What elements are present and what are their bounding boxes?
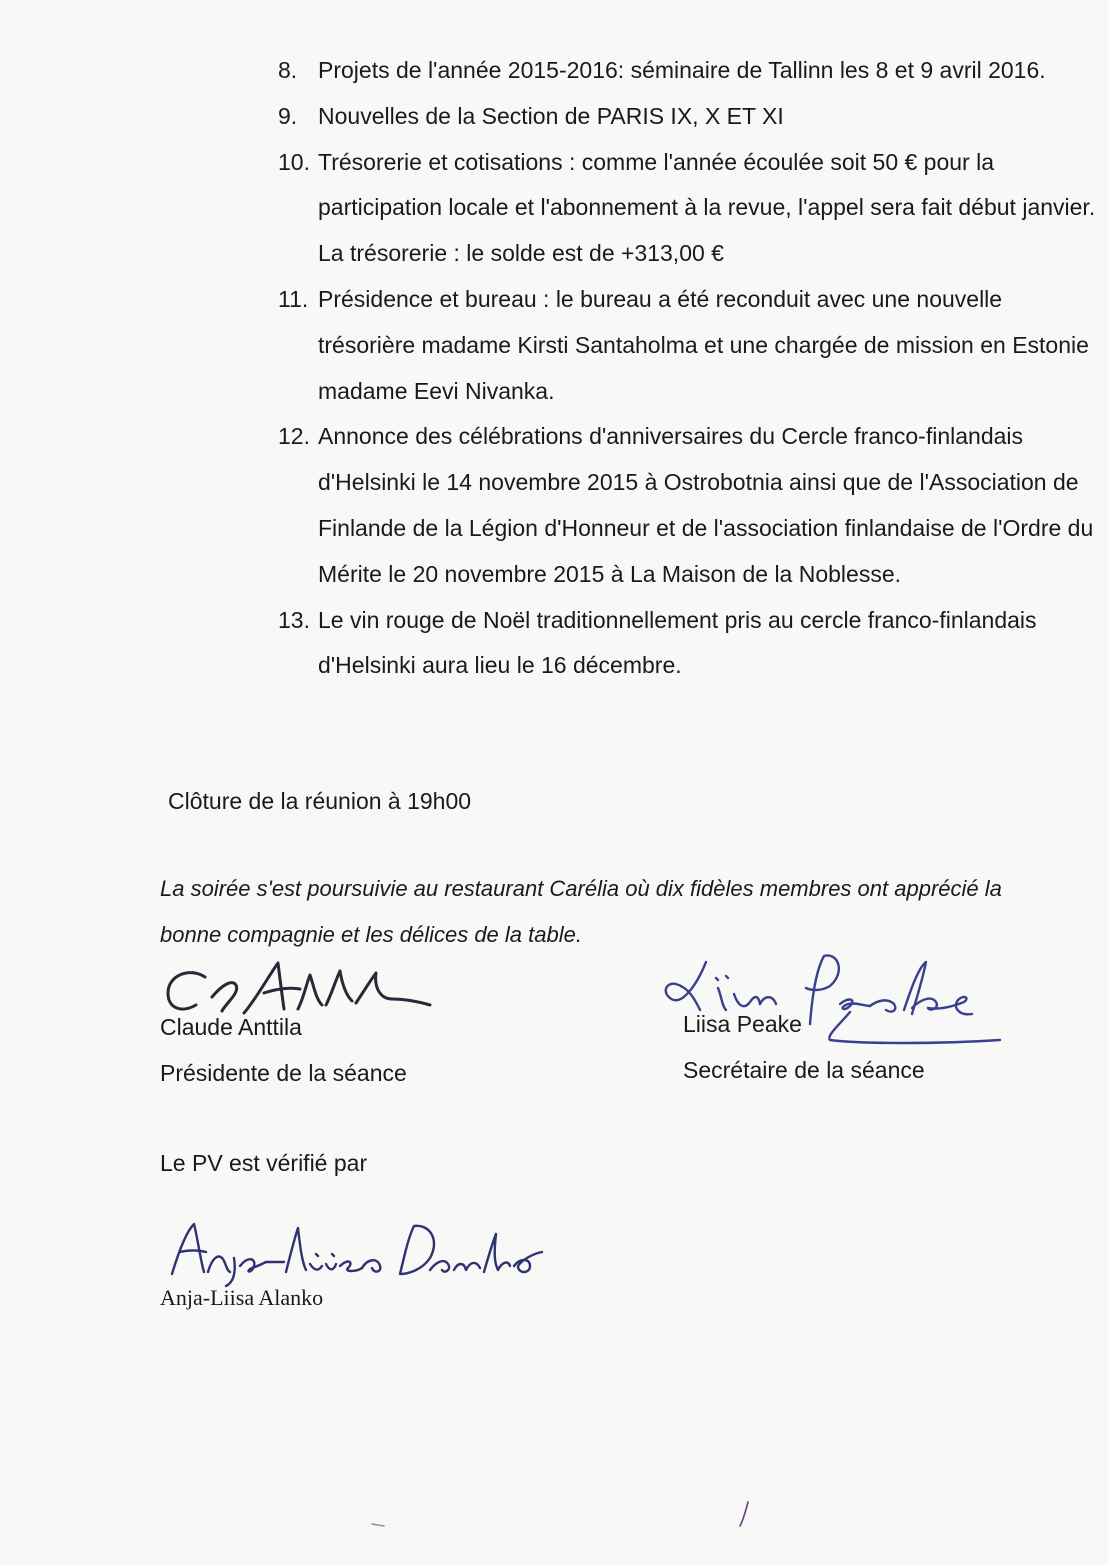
- agenda-item-number: 11.: [278, 285, 309, 312]
- agenda-item-text: Nouvelles de la Section de PARIS IX, X ET XI: [318, 102, 784, 129]
- verifier-signature: [168, 1218, 548, 1288]
- agenda-item: [278, 277, 1098, 414]
- agenda-item-text: Trésorerie et cotisations : comme l'année écoulée soit 50 € pour la participation locale et l'abonnement à la revue, l'appel sera fait début janvier. La trésorerie : le solde est de +313,00 €: [318, 148, 1096, 267]
- agenda-item: [278, 48, 1098, 94]
- secretary-block: [683, 1001, 925, 1093]
- agenda-item: [278, 140, 1098, 277]
- agenda-item-number: 10.: [278, 148, 310, 175]
- agenda-item-number: 12.: [278, 423, 310, 450]
- meeting-closing: Clôture de la réunion à 19h00: [168, 788, 472, 814]
- agenda-item: [278, 94, 1098, 140]
- president-name: Claude Anttila: [160, 1014, 302, 1040]
- president-block: [160, 1004, 407, 1096]
- ink-speck: [370, 1520, 390, 1530]
- agenda-item-text: Présidence et bureau : le bureau a été reconduit avec une nouvelle trésorière madame Kirsti Santaholma et une chargée de mission en Estonie madame Eevi Nivanka.: [318, 285, 1089, 404]
- agenda-item-number: 13.: [278, 606, 310, 633]
- agenda-item: [278, 598, 1098, 690]
- secretary-role: Secrétaire de la séance: [683, 1057, 925, 1083]
- agenda-item-text: Le vin rouge de Noël traditionnellement pris au cercle franco-finlandais d'Helsinki aura lieu le 16 décembre.: [318, 606, 1037, 679]
- verifier-name: Anja-Liisa Alanko: [160, 1285, 324, 1310]
- evening-note: La soirée s'est poursuivie au restaurant Carélia où dix fidèles membres ont apprécié la bonne compagnie et les délices de la table.: [160, 876, 1002, 947]
- agenda-list: [278, 48, 1098, 689]
- secretary-name: Liisa Peake: [683, 1011, 802, 1037]
- agenda-item-number: 9.: [278, 102, 298, 129]
- president-role: Présidente de la séance: [160, 1060, 407, 1086]
- agenda-item-text: Annonce des célébrations d'anniversaires du Cercle franco-finlandais d'Helsinki le 14 novembre 2015 à Ostrobotnia ainsi que de l'Association de Finlande de la Légion d'Honneur et de l'association finlandaise de l'Ordre du Mérite le 20 novembre 2015 à La Maison de la Noblesse.: [318, 423, 1094, 587]
- agenda-item-text: Projets de l'année 2015-2016: séminaire de Tallinn les 8 et 9 avril 2016.: [318, 57, 1046, 83]
- agenda-item-number: 8.: [278, 57, 298, 83]
- ink-speck: [736, 1500, 756, 1530]
- agenda-item: [278, 414, 1098, 597]
- verification-label: Le PV est vérifié par: [160, 1150, 368, 1176]
